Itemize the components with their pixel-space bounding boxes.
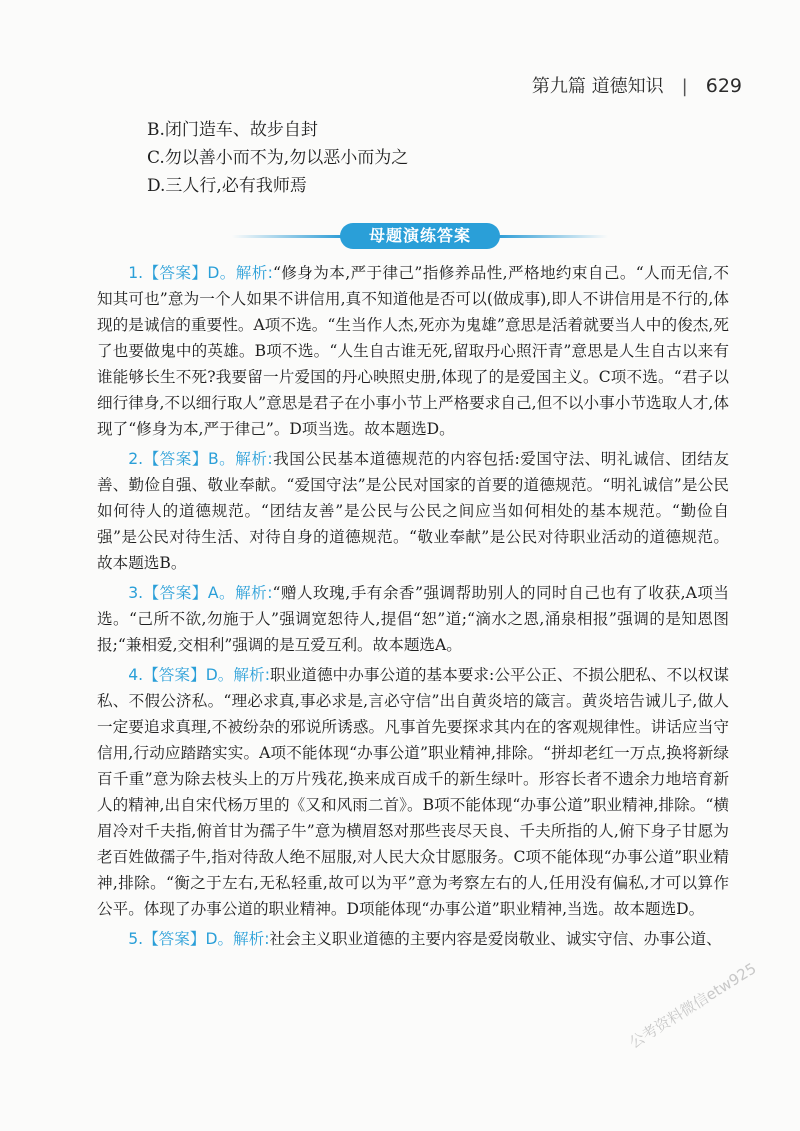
banner-title: 母题演练答案 (340, 223, 500, 249)
answer-item (97, 580, 729, 658)
answer-tag: 【答案】B。解析: (143, 450, 273, 468)
answer-number: 3. (128, 584, 144, 602)
answer-item (97, 446, 729, 576)
option-b: B.闭门造车、故步自封 (147, 120, 318, 140)
option-c: C.勿以善小而不为,勿以恶小而为之 (147, 148, 409, 168)
answer-text: 我国公民基本道德规范的内容包括:爱国守法、明礼诚信、团结友善、勤俭自强、敬业奉献。“爱国守法”是公民对国家的首要的道德规范。“明礼诚信”是公民如何待人的道德规范。“团结友善”是公民与公民之间应当如何相处的基本规范。“勤俭自强”是公民对待生活、对待自身的道德规范。“敬业奉献”是公民对待职业活动的道德规范。故本题选B。 (97, 450, 729, 572)
answer-tag: 【答案】D。解析: (143, 930, 270, 948)
answer-text: 社会主义职业道德的主要内容是爱岗敬业、诚实守信、办事公道、 (269, 930, 722, 948)
header-separator: | (681, 76, 688, 97)
page-number: 629 (705, 75, 742, 97)
option-d: D.三人行,必有我师焉 (147, 176, 307, 196)
question-options (147, 117, 408, 201)
answer-number: 4. (128, 666, 144, 684)
section-banner (232, 223, 608, 249)
answer-tag: 【答案】A。解析: (143, 584, 273, 602)
banner-line-left (232, 235, 342, 238)
page-header (532, 72, 742, 98)
answer-number: 1. (128, 264, 144, 282)
answer-tag: 【答案】D。解析: (143, 666, 270, 684)
answer-text: “修身为本,严于律己”指修养品性,严格地约束自己。“人而无信,不知其可也”意为一个人如果不讲信用,真不知道他是否可以(做成事),即人不讲信用是不行的,体现的是诚信的重要性。A项不选。“生当作人杰,死亦为鬼雄”意思是活着就要当人中的俊杰,死了也要做鬼中的英雄。B项不选。“人生自古谁无死,留取丹心照汗青”意思是人生自古以来有谁能够长生不死?我要留一片爱国的丹心映照史册,体现了的是爱国主义。C项不选。“君子以细行律身,不以细行取人”意思是君子在小事小节上严格要求自己,但不以小事小节选取人才,体现了“修身为本,严于律己”。D项当选。故本题选D。 (97, 264, 729, 438)
answer-text: 职业道德中办事公道的基本要求:公平公正、不损公肥私、不以权谋私、不假公济私。“理必求真,事必求是,言必守信”出自黄炎培的箴言。黄炎培告诫儿子,做人一定要追求真理,不被纷杂的邪说所诱惑。凡事首先要探求其内在的客观规律性。讲话应当守信用,行动应踏踏实实。A项不能体现“办事公道”职业精神,排除。“拼却老红一万点,换将新绿百千重”意为除去枝头上的万片残花,换来成百成千的新生绿叶。形容长者不遗余力地培育新人的精神,出自宋代杨万里的《又和风雨二首》。B项不能体现“办事公道”职业精神,排除。“横眉冷对千夫指,俯首甘为孺子牛”意为横眉怒对那些丧尽天良、千夫所指的人,俯下身子甘愿为老百姓做孺子牛,指对待敌人绝不屈服,对人民大众甘愿服务。C项不能体现“办事公道”职业精神,排除。“衡之于左右,无私轻重,故可以为平”意为考察左右的人,任用没有偏私,才可以算作公平。体现了办事公道的职业精神。D项能体现“办事公道”职业精神,当选。故本题选D。 (97, 666, 729, 918)
answer-number: 5. (128, 930, 144, 948)
answers-list (97, 260, 729, 956)
banner-line-right (498, 235, 608, 238)
answer-text: “赠人玫瑰,手有余香”强调帮助别人的同时自己也有了收获,A项当选。“己所不欲,勿施于人”强调宽恕待人,提倡“恕”道;“滴水之恩,涌泉相报”强调的是知恩图报;“兼相爱,交相利”强调的是互爱互利。故本题选A。 (97, 584, 730, 654)
answer-item (97, 662, 729, 922)
section-title: 第九篇 道德知识 (531, 76, 664, 97)
answer-tag: 【答案】D。解析: (143, 264, 273, 282)
answer-number: 2. (128, 450, 144, 468)
watermark: 公考资料微信etw925 (626, 959, 760, 1052)
answer-item (97, 260, 729, 442)
answer-item (97, 926, 729, 952)
